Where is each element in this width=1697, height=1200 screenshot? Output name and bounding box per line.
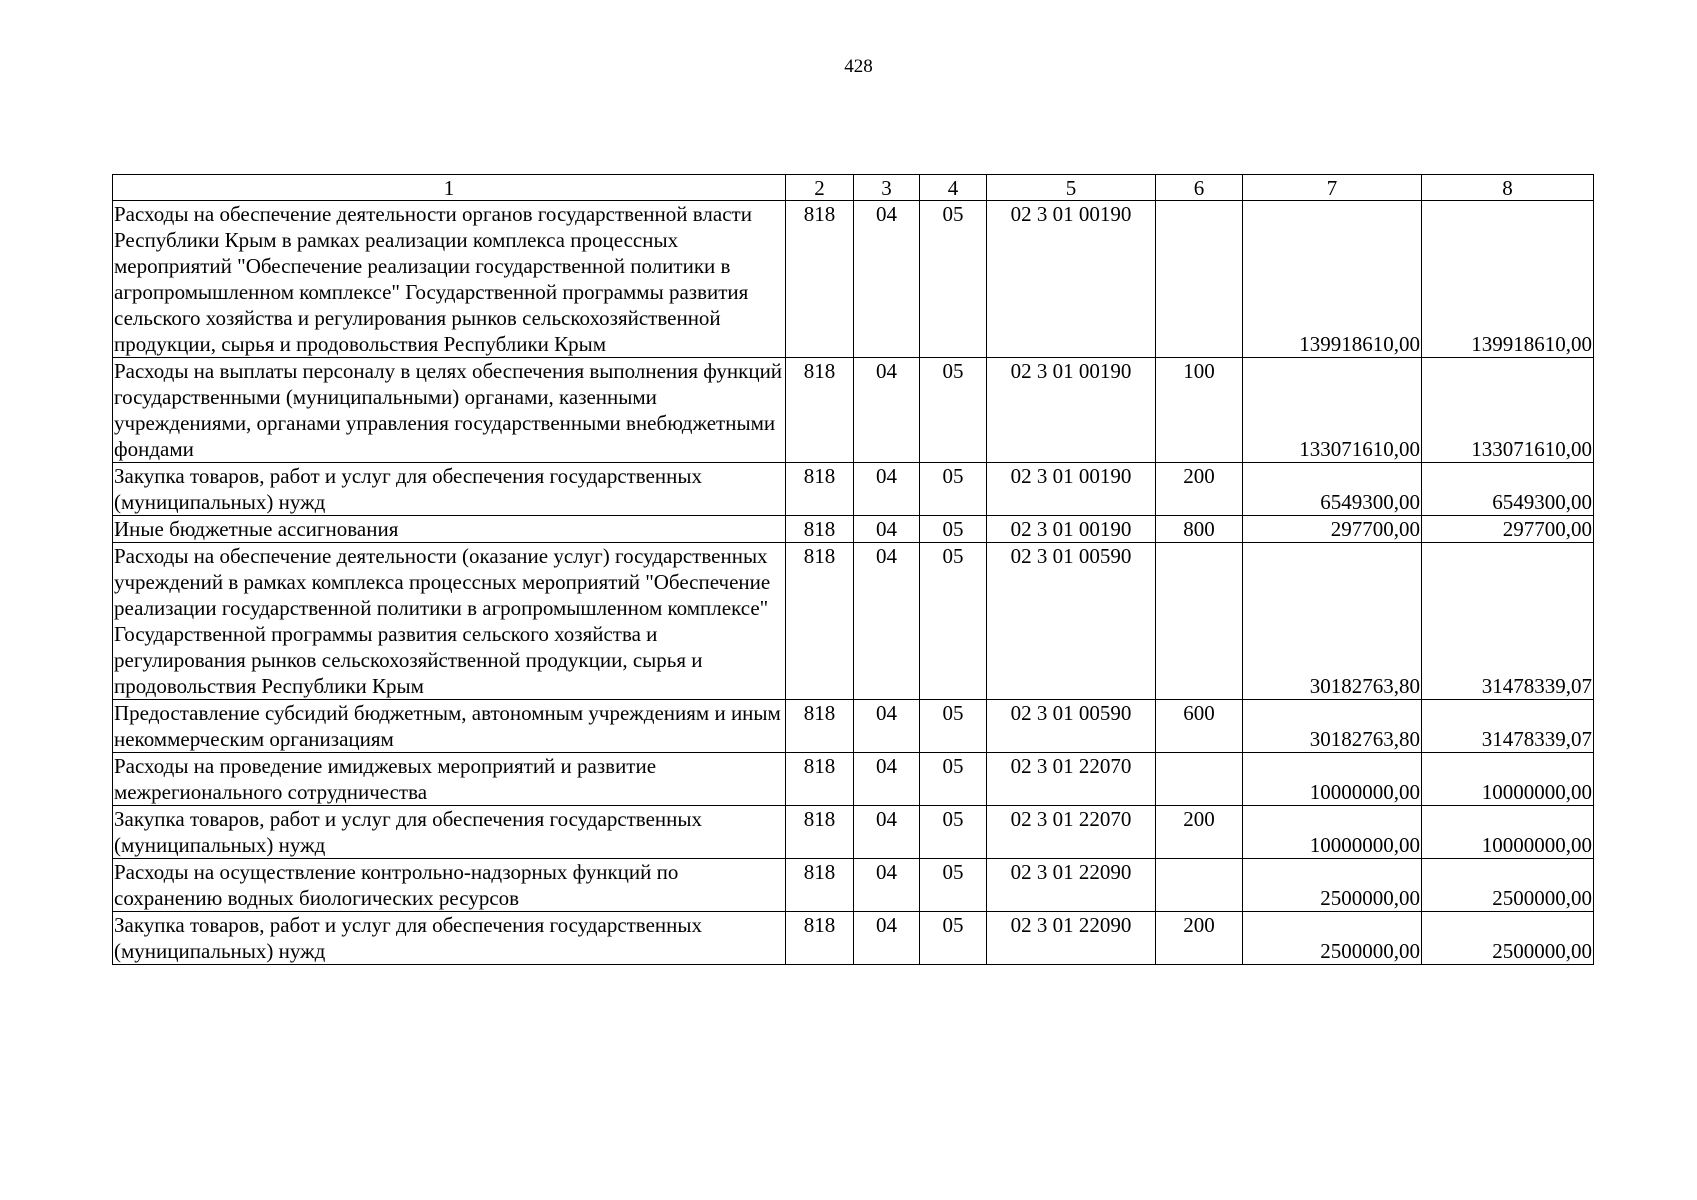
subsection-cell: 05 — [920, 516, 987, 543]
section-cell: 04 — [854, 700, 920, 753]
column-header: 5 — [987, 175, 1156, 201]
ministry-code-cell: 818 — [786, 358, 854, 463]
target-article-cell: 02 3 01 22070 — [987, 753, 1156, 806]
expense-type-cell — [1156, 859, 1243, 912]
table-row — [113, 806, 1594, 859]
amount-col7-cell: 2500000,00 — [1243, 912, 1422, 965]
ministry-code-cell: 818 — [786, 753, 854, 806]
amount-col8-cell: 2500000,00 — [1422, 912, 1594, 965]
target-article-cell: 02 3 01 00190 — [987, 201, 1156, 358]
section-cell: 04 — [854, 859, 920, 912]
expense-name-cell: Расходы на выплаты персоналу в целях обеспечения выполнения функций государственными (муниципальными) органами, казенными учреждениями, органами управления государственными внебюджетными фондами — [113, 358, 786, 463]
target-article-cell: 02 3 01 00190 — [987, 516, 1156, 543]
expense-type-cell: 200 — [1156, 912, 1243, 965]
column-header: 7 — [1243, 175, 1422, 201]
subsection-cell: 05 — [920, 859, 987, 912]
section-cell: 04 — [854, 912, 920, 965]
target-article-cell: 02 3 01 00590 — [987, 543, 1156, 700]
section-cell: 04 — [854, 543, 920, 700]
target-article-cell: 02 3 01 00590 — [987, 700, 1156, 753]
amount-col7-cell: 139918610,00 — [1243, 201, 1422, 358]
column-header: 1 — [113, 175, 786, 201]
expense-type-cell: 100 — [1156, 358, 1243, 463]
column-header: 2 — [786, 175, 854, 201]
subsection-cell: 05 — [920, 201, 987, 358]
section-cell: 04 — [854, 463, 920, 516]
ministry-code-cell: 818 — [786, 859, 854, 912]
expense-name-cell: Расходы на осуществление контрольно-надзорных функций по сохранению водных биологических ресурсов — [113, 859, 786, 912]
amount-col7-cell: 30182763,80 — [1243, 543, 1422, 700]
target-article-cell: 02 3 01 00190 — [987, 463, 1156, 516]
table-row — [113, 859, 1594, 912]
section-cell: 04 — [854, 358, 920, 463]
header-row — [113, 175, 1594, 201]
amount-col8-cell: 10000000,00 — [1422, 806, 1594, 859]
section-cell: 04 — [854, 201, 920, 358]
amount-col7-cell: 297700,00 — [1243, 516, 1422, 543]
amount-col7-cell: 10000000,00 — [1243, 806, 1422, 859]
subsection-cell: 05 — [920, 358, 987, 463]
section-cell: 04 — [854, 516, 920, 543]
table-body — [113, 201, 1594, 965]
ministry-code-cell: 818 — [786, 201, 854, 358]
subsection-cell: 05 — [920, 753, 987, 806]
expense-name-cell: Расходы на обеспечение деятельности (оказание услуг) государственных учреждений в рамках комплекса процессных мероприятий "Обеспечение реализации государственной политики в агропромышленном комплексе" Государственной программы развития сельского хозяйства и регулирования рынков сельскохозяйственной продукции, сырья и продовольствия Республики Крым — [113, 543, 786, 700]
expense-name-cell: Расходы на проведение имиджевых мероприятий и развитие межрегионального сотрудничества — [113, 753, 786, 806]
ministry-code-cell: 818 — [786, 912, 854, 965]
expense-type-cell: 800 — [1156, 516, 1243, 543]
ministry-code-cell: 818 — [786, 700, 854, 753]
target-article-cell: 02 3 01 00190 — [987, 358, 1156, 463]
expense-type-cell — [1156, 201, 1243, 358]
expense-name-cell: Иные бюджетные ассигнования — [113, 516, 786, 543]
section-cell: 04 — [854, 753, 920, 806]
column-header: 3 — [854, 175, 920, 201]
ministry-code-cell: 818 — [786, 543, 854, 700]
amount-col8-cell: 297700,00 — [1422, 516, 1594, 543]
table-row — [113, 358, 1594, 463]
amount-col8-cell: 133071610,00 — [1422, 358, 1594, 463]
amount-col7-cell: 133071610,00 — [1243, 358, 1422, 463]
subsection-cell: 05 — [920, 806, 987, 859]
column-header: 4 — [920, 175, 987, 201]
target-article-cell: 02 3 01 22070 — [987, 806, 1156, 859]
amount-col8-cell: 2500000,00 — [1422, 859, 1594, 912]
expense-type-cell: 200 — [1156, 806, 1243, 859]
table-row — [113, 516, 1594, 543]
ministry-code-cell: 818 — [786, 463, 854, 516]
target-article-cell: 02 3 01 22090 — [987, 912, 1156, 965]
page-number: 428 — [844, 56, 873, 77]
expense-type-cell — [1156, 753, 1243, 806]
table-row — [113, 912, 1594, 965]
amount-col7-cell: 30182763,80 — [1243, 700, 1422, 753]
budget-table — [112, 174, 1594, 965]
table-row — [113, 463, 1594, 516]
column-header: 8 — [1422, 175, 1594, 201]
amount-col8-cell: 10000000,00 — [1422, 753, 1594, 806]
column-header: 6 — [1156, 175, 1243, 201]
amount-col8-cell: 139918610,00 — [1422, 201, 1594, 358]
table-row — [113, 201, 1594, 358]
expense-name-cell: Закупка товаров, работ и услуг для обеспечения государственных (муниципальных) нужд — [113, 806, 786, 859]
ministry-code-cell: 818 — [786, 806, 854, 859]
subsection-cell: 05 — [920, 700, 987, 753]
expense-name-cell: Расходы на обеспечение деятельности органов государственной власти Республики Крым в рамках реализации комплекса процессных мероприятий "Обеспечение реализации государственной политики в агропромышленном комплексе" Государственной программы развития сельского хозяйства и регулирования рынков сельскохозяйственной продукции, сырья и продовольствия Республики Крым — [113, 201, 786, 358]
ministry-code-cell: 818 — [786, 516, 854, 543]
section-cell: 04 — [854, 806, 920, 859]
table-header — [113, 175, 1594, 201]
subsection-cell: 05 — [920, 463, 987, 516]
table-row — [113, 543, 1594, 700]
expense-type-cell — [1156, 543, 1243, 700]
amount-col8-cell: 31478339,07 — [1422, 700, 1594, 753]
expense-type-cell: 200 — [1156, 463, 1243, 516]
amount-col8-cell: 6549300,00 — [1422, 463, 1594, 516]
expense-name-cell: Закупка товаров, работ и услуг для обеспечения государственных (муниципальных) нужд — [113, 912, 786, 965]
amount-col7-cell: 10000000,00 — [1243, 753, 1422, 806]
amount-col8-cell: 31478339,07 — [1422, 543, 1594, 700]
table-row — [113, 700, 1594, 753]
table-row — [113, 753, 1594, 806]
amount-col7-cell: 2500000,00 — [1243, 859, 1422, 912]
subsection-cell: 05 — [920, 912, 987, 965]
target-article-cell: 02 3 01 22090 — [987, 859, 1156, 912]
expense-name-cell: Предоставление субсидий бюджетным, автономным учреждениям и иным некоммерческим организациям — [113, 700, 786, 753]
amount-col7-cell: 6549300,00 — [1243, 463, 1422, 516]
expense-type-cell: 600 — [1156, 700, 1243, 753]
subsection-cell: 05 — [920, 543, 987, 700]
expense-name-cell: Закупка товаров, работ и услуг для обеспечения государственных (муниципальных) нужд — [113, 463, 786, 516]
